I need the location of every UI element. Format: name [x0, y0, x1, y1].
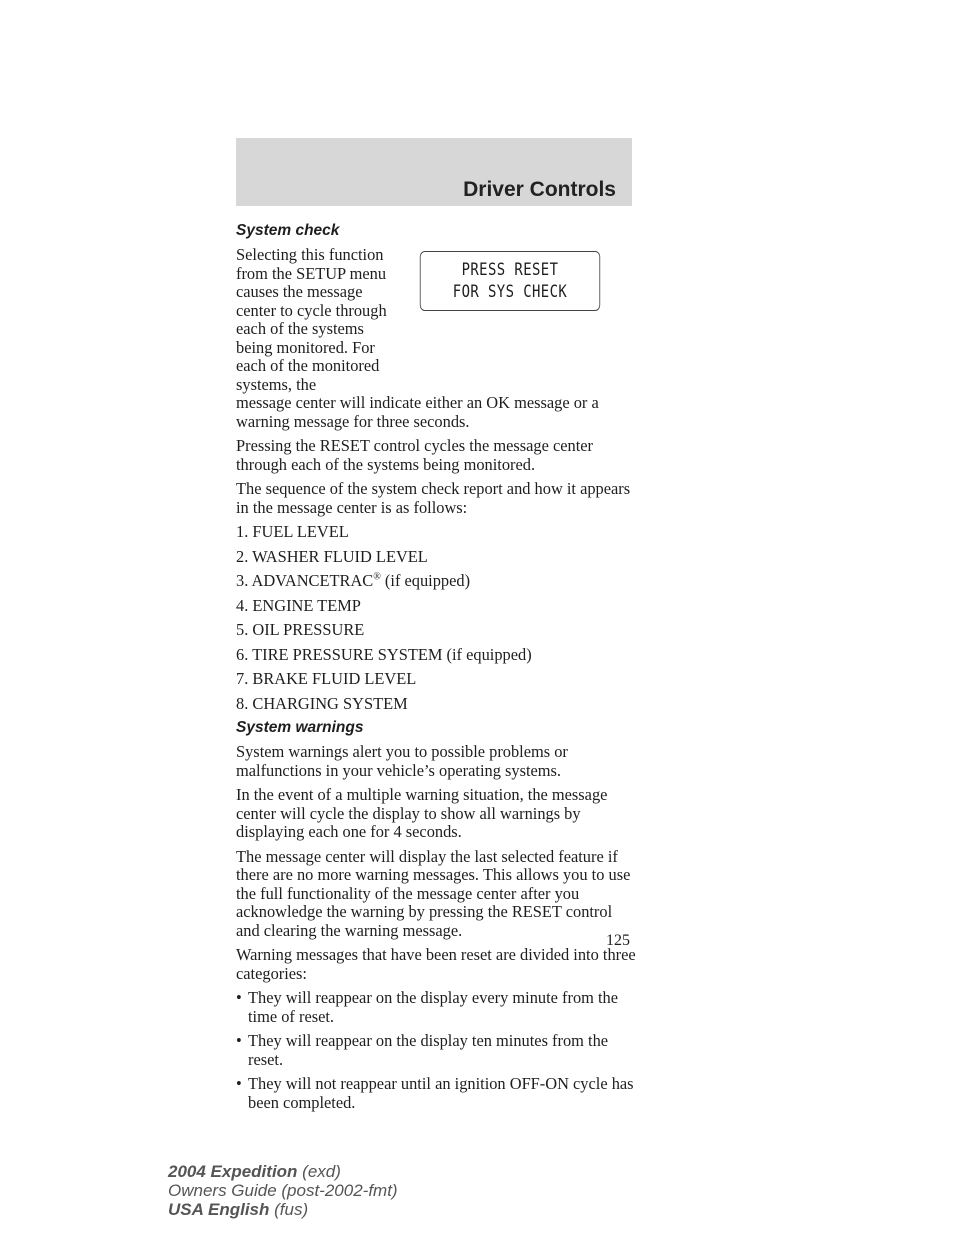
system-warnings-heading: System warnings	[236, 719, 364, 736]
list-item-suffix: (if equipped)	[380, 571, 471, 590]
system-check-intro-continued: message center will indicate either an OK message or a warning message for three seconds.	[236, 393, 599, 431]
system-warnings-paragraph-4: Warning messages that have been reset are divided into three categories:	[236, 945, 636, 983]
list-item: 5. OIL PRESSURE	[236, 620, 365, 639]
display-line-2: FOR SYS CHECK	[452, 282, 568, 302]
system-check-sequence-paragraph: The sequence of the system check report and how it appears in the message center is as follows:	[236, 479, 631, 517]
footer-model: 2004 Expedition	[168, 1162, 298, 1181]
bullet-dot: •	[236, 988, 242, 1007]
list-item-text: 3. ADVANCETRAC	[236, 571, 374, 590]
footer-model-code: (exd)	[297, 1162, 341, 1181]
system-check-reset-paragraph: Pressing the RESET control cycles the message center through each of the systems being monitored.	[236, 436, 594, 474]
bullet-dot: •	[236, 1031, 242, 1050]
list-item: 8. CHARGING SYSTEM	[236, 693, 408, 713]
list-item: 6. TIRE PRESSURE SYSTEM (if equipped)	[236, 644, 532, 664]
section-title: Driver Controls	[463, 178, 616, 201]
bullet-text: They will reappear on the display ten minutes from the reset.	[248, 1031, 609, 1069]
footer-language: USA English	[168, 1200, 270, 1219]
list-item: 7. BRAKE FLUID LEVEL	[236, 669, 417, 688]
registered-mark: ®	[373, 571, 381, 583]
footer-line-2: Owners Guide (post-2002-fmt)	[168, 1181, 398, 1200]
bullet-text: They will not reappear until an ignition OFF-ON cycle has been completed.	[248, 1074, 634, 1112]
page-content	[236, 222, 636, 1118]
system-check-intro-wrapped: Selecting this function from the SETUP menu causes the message center to cycle through each of the systems being monitored. For each of the monitored systems, the	[236, 245, 387, 394]
system-warnings-paragraph-3: The message center will display the last selected feature if there are no more warning messages. This allows you to use the full functionality of the message center after you acknowledge the warning by pressing the RESET control and clearing the warning message.	[236, 846, 631, 940]
display-line-1: PRESS RESET	[461, 260, 559, 280]
system-warnings-paragraph-1: System warnings alert you to possible problems or malfunctions in your vehicle’s operating systems.	[236, 742, 568, 780]
page-number: 125	[606, 932, 630, 949]
list-item	[236, 572, 636, 591]
bullet-item	[236, 1032, 636, 1069]
list-item: 4. ENGINE TEMP	[236, 595, 361, 615]
bullet-item	[236, 1075, 636, 1112]
bullet-item	[236, 989, 636, 1026]
list-item: 2. WASHER FLUID LEVEL	[236, 546, 428, 566]
list-item: 1. FUEL LEVEL	[236, 522, 349, 541]
system-warnings-paragraph-2: In the event of a multiple warning situation, the message center will cycle the display to show all warnings by displaying each one for 4 seconds.	[236, 785, 608, 841]
footer-line-1	[168, 1162, 398, 1181]
document-footer	[168, 1162, 398, 1219]
system-check-heading: System check	[236, 222, 340, 239]
footer-line-3	[168, 1200, 398, 1219]
footer-language-code: (fus)	[269, 1200, 309, 1219]
bullet-text: They will reappear on the display every minute from the time of reset.	[248, 988, 619, 1026]
system-check-intro	[236, 246, 636, 431]
bullet-dot: •	[236, 1074, 242, 1093]
section-header-band	[236, 138, 632, 206]
